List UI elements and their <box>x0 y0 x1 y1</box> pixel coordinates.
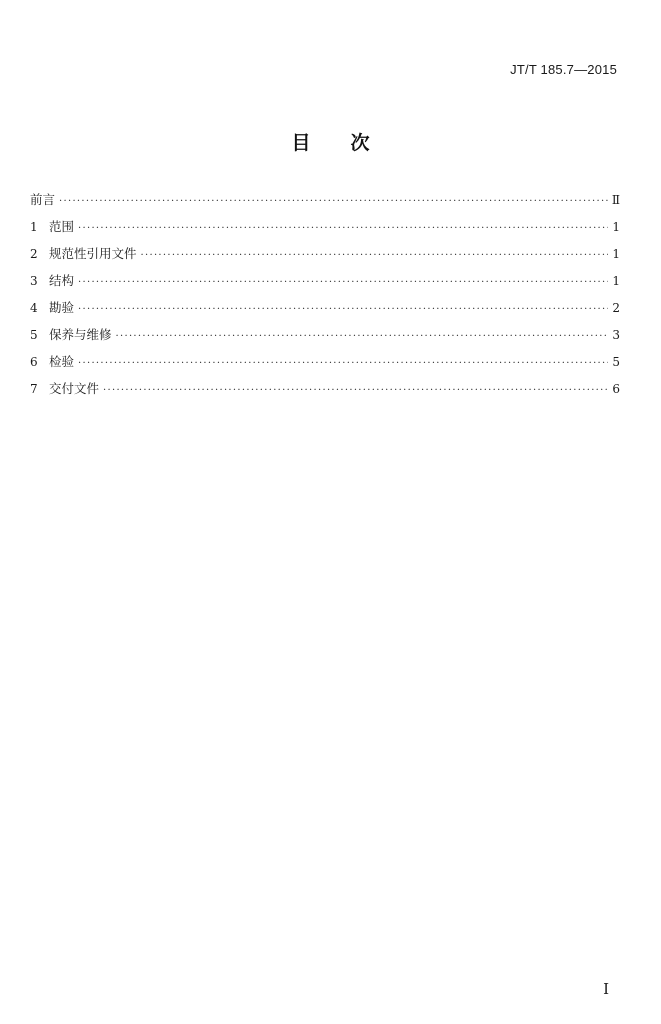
toc-leader-dots <box>116 327 608 347</box>
toc-leader-dots <box>78 219 608 239</box>
toc-entry-number: 5 <box>30 328 38 342</box>
toc-leader-dots <box>78 300 608 320</box>
toc-entry-structure[interactable] <box>30 271 620 298</box>
toc-title-char-1: 目 <box>291 132 311 154</box>
toc-entry-page: Ⅱ <box>611 193 620 207</box>
toc-entry-number: 3 <box>30 274 38 288</box>
toc-entry-label: 规范性引用文件 <box>49 246 137 261</box>
toc-leader-dots <box>103 381 608 401</box>
toc-entry-page: 3 <box>612 328 620 342</box>
toc-leader-dots <box>141 246 608 266</box>
toc-leader-dots <box>78 354 608 374</box>
toc-entry-delivery-documents[interactable] <box>30 379 620 406</box>
toc-entry-label: 勘验 <box>49 300 75 315</box>
toc-entry-number: 6 <box>30 355 38 369</box>
toc-leader-dots <box>78 273 608 293</box>
toc-entry-label: 前言 <box>30 192 56 207</box>
toc-entry-page: 6 <box>612 382 620 396</box>
toc-entry-page: 1 <box>612 247 620 261</box>
toc-title <box>0 128 661 155</box>
toc-entry-normative-references[interactable] <box>30 244 620 271</box>
toc-entry-label: 范围 <box>49 219 75 234</box>
toc-entry-page: 2 <box>612 301 620 315</box>
table-of-contents <box>30 190 620 406</box>
toc-entry-label: 检验 <box>49 354 75 369</box>
toc-entry-page: 1 <box>612 220 620 234</box>
toc-entry-page: 1 <box>612 274 620 288</box>
toc-entry-page: 5 <box>612 355 620 369</box>
toc-entry-maintenance[interactable] <box>30 325 620 352</box>
toc-entry-label: 保养与维修 <box>49 327 112 342</box>
toc-title-char-2: 次 <box>350 132 370 154</box>
toc-entry-label: 交付文件 <box>49 381 100 396</box>
standard-code: JT/T 185.7—2015 <box>510 62 617 77</box>
toc-entry-number: 2 <box>30 247 38 261</box>
toc-entry-number: 4 <box>30 301 38 315</box>
toc-entry-scope[interactable] <box>30 217 620 244</box>
toc-entry-number: 7 <box>30 382 38 396</box>
page-number: I <box>603 980 609 998</box>
toc-entry-number: 1 <box>30 220 38 234</box>
toc-leader-dots <box>59 192 608 212</box>
toc-entry-label: 结构 <box>49 273 75 288</box>
toc-entry-inspection[interactable] <box>30 352 620 379</box>
toc-entry-survey[interactable] <box>30 298 620 325</box>
toc-entry-foreword[interactable] <box>30 190 620 217</box>
